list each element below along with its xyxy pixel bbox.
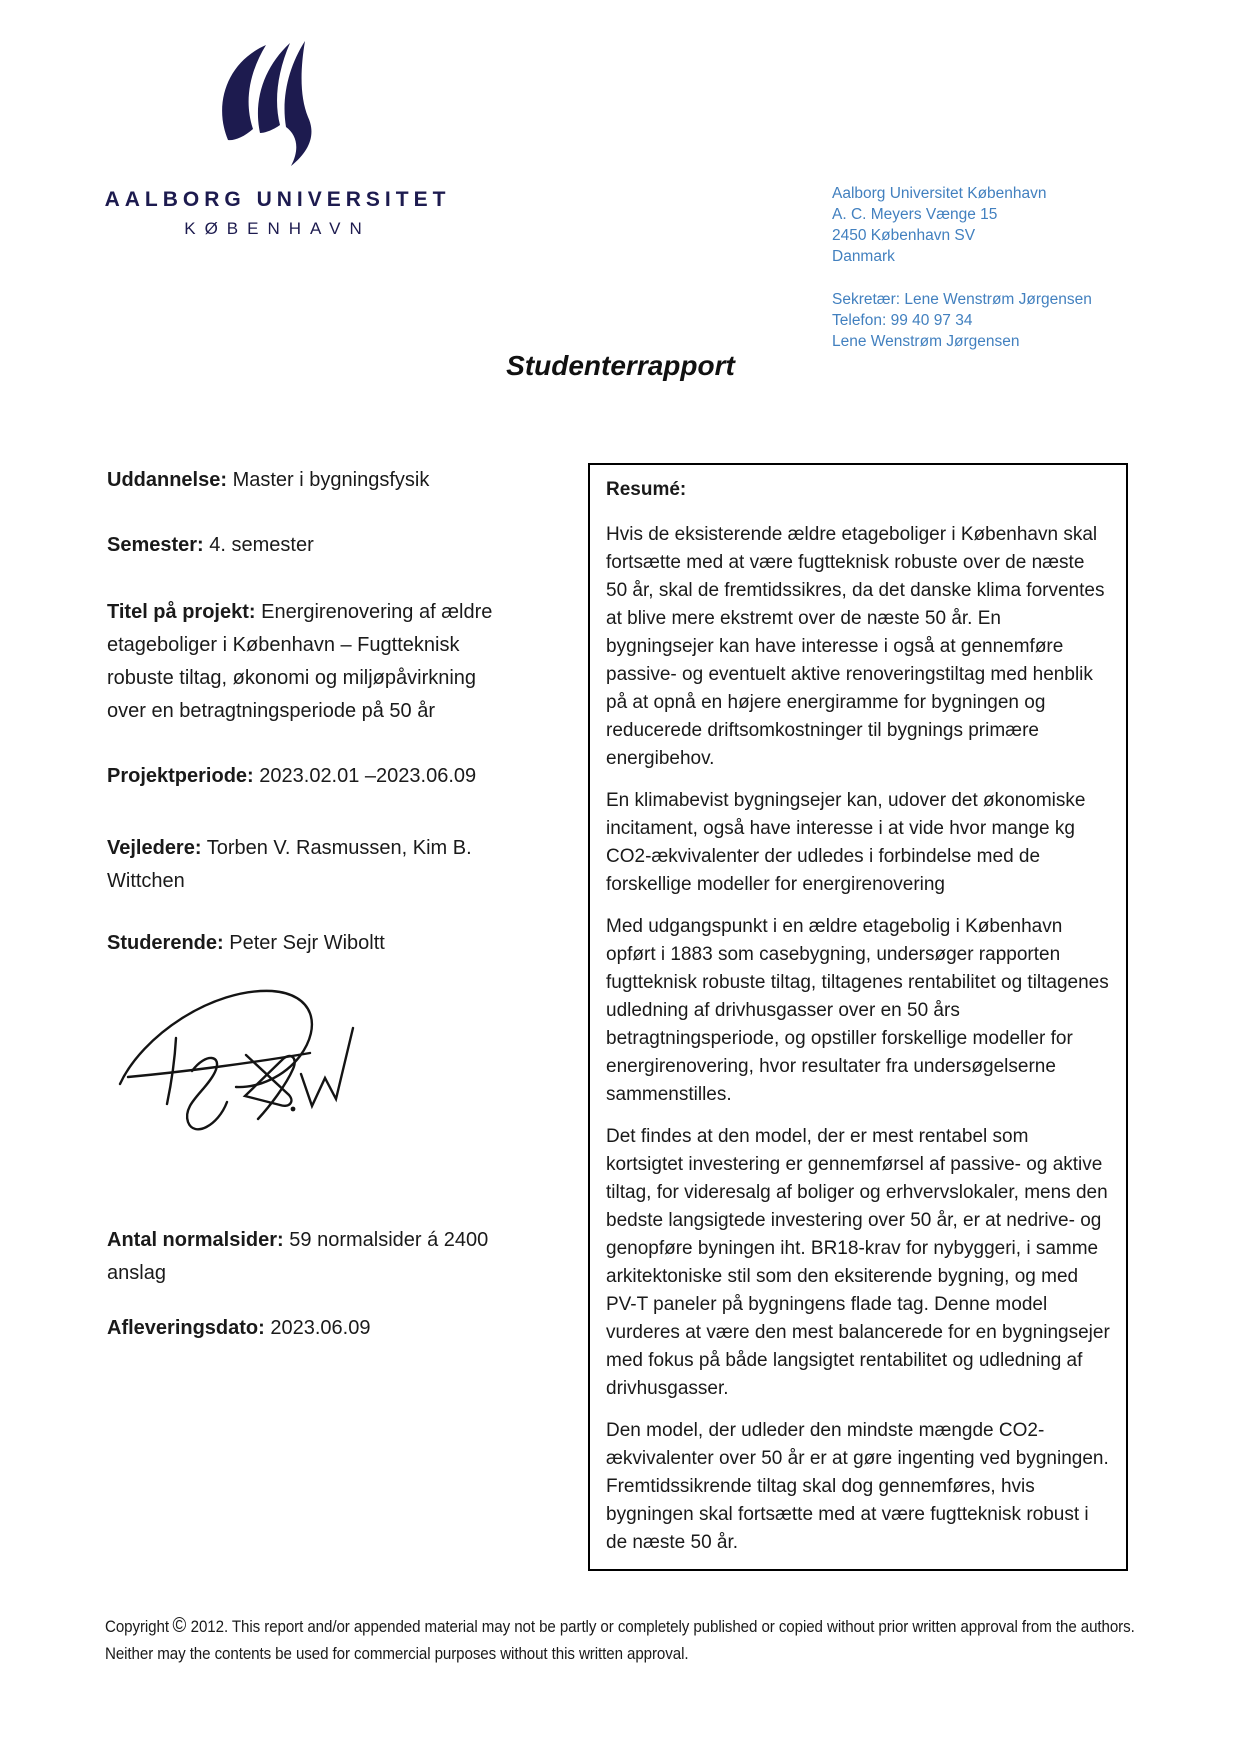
address-line: Danmark	[832, 248, 895, 265]
contact-line: Lene Wenstrøm Jørgensen	[832, 333, 1020, 350]
university-name: AALBORG UNIVERSITET	[104, 188, 451, 211]
field-value: 4. semester	[209, 534, 314, 556]
field-label: Antal normalsider:	[107, 1229, 284, 1251]
copyright-notice	[105, 1612, 1155, 1667]
field-label: Afleveringsdato:	[107, 1317, 265, 1339]
field-antal-normalsider	[107, 1224, 507, 1290]
field-value: Energirenovering af ældre etageboliger i København – Fugtteknisk robuste tiltag, økonomi og miljøpåvirkning over en betragtningsperiode på 50 år	[107, 601, 493, 722]
contact-group	[832, 289, 1092, 352]
field-value: 59 normalsider á 2400 anslag	[107, 1229, 489, 1284]
field-uddannelse	[107, 464, 507, 497]
field-projekt-titel	[107, 596, 507, 728]
field-value: 2023.02.01 –2023.06.09	[259, 765, 477, 787]
field-label: Uddannelse:	[107, 469, 228, 491]
contact-line: Telefon: 99 40 97 34	[832, 312, 973, 329]
resume-paragraph: Med udgangspunkt i en ældre etagebolig i København opført i 1883 som casebygning, undersøger rapporten fugtteknisk robuste tiltag, tiltagenes rentabilitet og tiltagenes udledning af drivhusgasser over en 50 års betragtningsperiode, og opstiller forskellige modeller for energirenovering, hvor resultater fra undersøgelserne sammenstilles.	[606, 916, 1109, 1105]
address-line: A. C. Meyers Vænge 15	[832, 206, 998, 223]
field-afleveringsdato	[107, 1312, 507, 1345]
page-title: Studenterrapport	[506, 350, 735, 381]
field-value: 2023.06.09	[270, 1317, 371, 1339]
copyright-text: 2012. This report and/or appended material may not be partly or completely published or copied without prior written approval from the authors. Neither may the contents be used for commercial purposes without this written approval.	[105, 1617, 1135, 1663]
field-label: Vejledere:	[107, 837, 202, 859]
resume-paragraph: Hvis de eksisterende ældre etageboliger i København skal fortsætte med at være fugtteknisk robuste over de næste 50 år, skal de fremtidssikres, da det danske klima forventes at blive mere ekstremt over de næste 50 år. En bygningsejer kan have interesse i også at gennemføre passive- og eventuelt aktive renoveringstiltag med henblik på at opnå en højere energiramme for bygningen og reducerede driftsomkostninger til bygnings primære energibehov.	[606, 524, 1105, 769]
student-signature	[112, 978, 357, 1163]
resume-paragraph: Det findes at den model, der er mest rentabel som kortsigtet investering er gennemførsel af passive- og aktive tiltag, for videresalg af boliger og erhvervslokaler, mens den bedste langsigtede investering over 50 år, er at nedrive- og genopføre byningen iht. BR18-krav for nybyggeri, i samme arkitektoniske stil som den eksiterende bygning, og med PV-T paneler på bygningens flade tag. Denne model vurderes at være den mest balancerede for en bygningsejer med fokus på både langsigtet rentabilitet og udledning af drivhusgasser.	[606, 1126, 1110, 1399]
field-label: Projektperiode:	[107, 765, 254, 787]
field-studerende	[107, 927, 507, 960]
aau-logo-icon	[212, 40, 320, 168]
address-line: Aalborg Universitet København	[832, 185, 1047, 202]
resume-heading: Resumé:	[606, 479, 687, 500]
university-address-block	[832, 183, 1092, 352]
field-value: Torben V. Rasmussen, Kim B. Wittchen	[107, 837, 472, 892]
copyright-prefix: Copyright	[105, 1617, 169, 1636]
address-line: 2450 København SV	[832, 227, 976, 244]
resume-paragraph: En klimabevist bygningsejer kan, udover det økonomiske incitament, også have interesse i at vide hvor mange kg CO2-ækvivalenter der udledes i forbindelse med de forskellige modeller for energirenovering	[606, 790, 1086, 895]
field-value: Peter Sejr Wiboltt	[229, 932, 385, 954]
field-label: Studerende:	[107, 932, 224, 954]
field-label: Semester:	[107, 534, 204, 556]
field-value: Master i bygningsfysik	[232, 469, 430, 491]
contact-line: Sekretær: Lene Wenstrøm Jørgensen	[832, 291, 1092, 308]
university-logo-block	[100, 40, 455, 239]
resume-box	[588, 463, 1128, 1571]
field-projektperiode	[107, 760, 507, 793]
copyright-symbol-icon: ©	[172, 1614, 187, 1637]
address-group	[832, 183, 1092, 267]
field-vejledere	[107, 832, 507, 898]
university-campus: KØBENHAVN	[184, 219, 371, 238]
field-label: Titel på projekt:	[107, 601, 256, 623]
resume-paragraph: Den model, der udleder den mindste mængde CO2-ækvivalenter over 50 år er at gøre ingenting ved bygningen. Fremtidssikrende tiltag skal dog gennemføres, hvis bygningen skal fortsætte med at være fugtteknisk robust i de næste 50 år.	[606, 1420, 1109, 1553]
field-semester	[107, 529, 507, 562]
